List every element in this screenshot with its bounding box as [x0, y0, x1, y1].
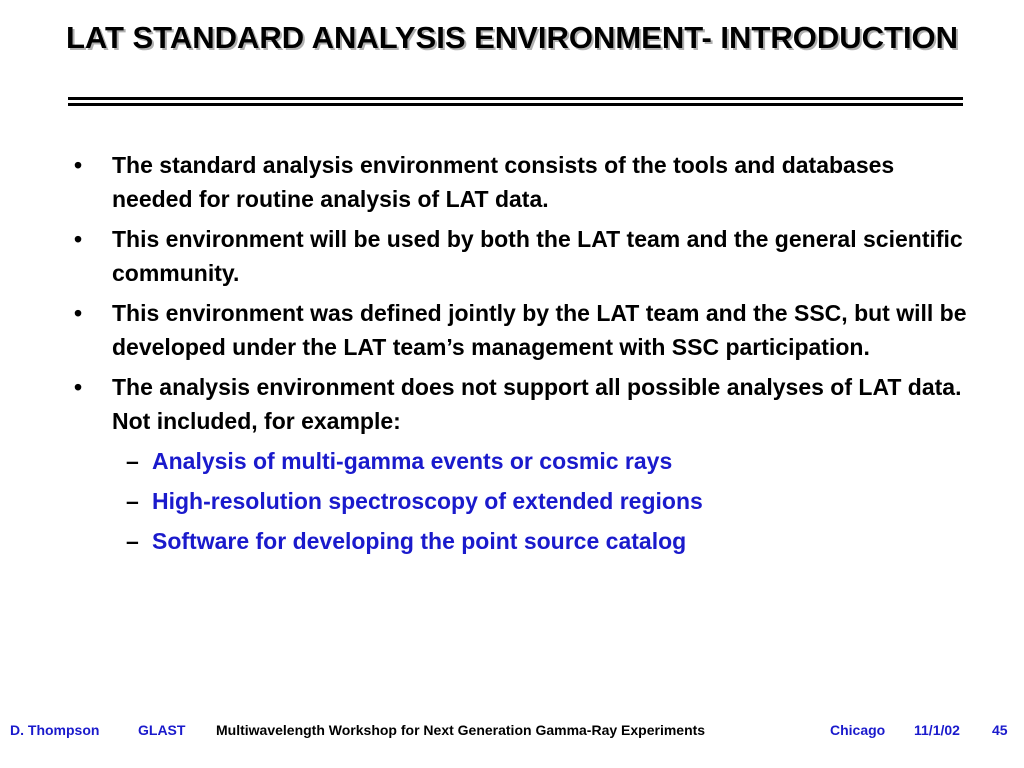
bullet-text: The standard analysis environment consists of the tools and databases needed for routine analysis of LAT data. — [112, 152, 895, 212]
footer-date: 11/1/02 — [914, 722, 960, 738]
footer-location: Chicago — [830, 722, 886, 738]
sub-bullet-item — [72, 444, 972, 478]
footer-event: Multiwavelength Workshop for Next Generation Gamma-Ray Experiments — [216, 722, 706, 738]
footer-page-number: 45 — [992, 722, 1008, 738]
bullet-dot: • — [74, 374, 83, 400]
bullet-dot: • — [74, 300, 83, 326]
sub-bullet-item — [72, 484, 972, 518]
sub-bullet-dash: – — [126, 488, 139, 514]
sub-bullet-text: High-resolution spectroscopy of extended regions — [152, 488, 703, 514]
bullet-text: This environment was defined jointly by the LAT team and the SSC, but will be developed under the LAT team’s management with SSC participation. — [112, 300, 967, 360]
sub-bullet-item — [72, 524, 972, 558]
bullet-item — [72, 370, 972, 438]
sub-bullet-text: Analysis of multi-gamma events or cosmic rays — [152, 448, 673, 474]
bullet-dot: • — [74, 226, 83, 252]
bullet-dot: • — [74, 152, 83, 178]
sub-bullet-text: Software for developing the point source catalog — [152, 528, 687, 554]
bullet-item — [72, 296, 972, 364]
footer-author: D. Thompson — [10, 722, 100, 738]
sub-bullet-dash: – — [126, 528, 139, 554]
title-divider-top — [68, 97, 963, 100]
bullet-item — [72, 222, 972, 290]
slide-title: LAT STANDARD ANALYSIS ENVIRONMENT- INTRODUCTION — [65, 20, 959, 55]
footer-project: GLAST — [138, 722, 186, 738]
bullet-text: This environment will be used by both the LAT team and the general scientific community. — [112, 226, 963, 286]
bullet-item — [72, 148, 972, 216]
bullet-text: The analysis environment does not support all possible analyses of LAT data. Not included, for example: — [112, 374, 962, 434]
slide-footer — [0, 722, 1024, 746]
sub-bullet-dash: – — [126, 448, 139, 474]
title-divider-bottom — [68, 103, 963, 106]
slide-body — [72, 148, 972, 564]
